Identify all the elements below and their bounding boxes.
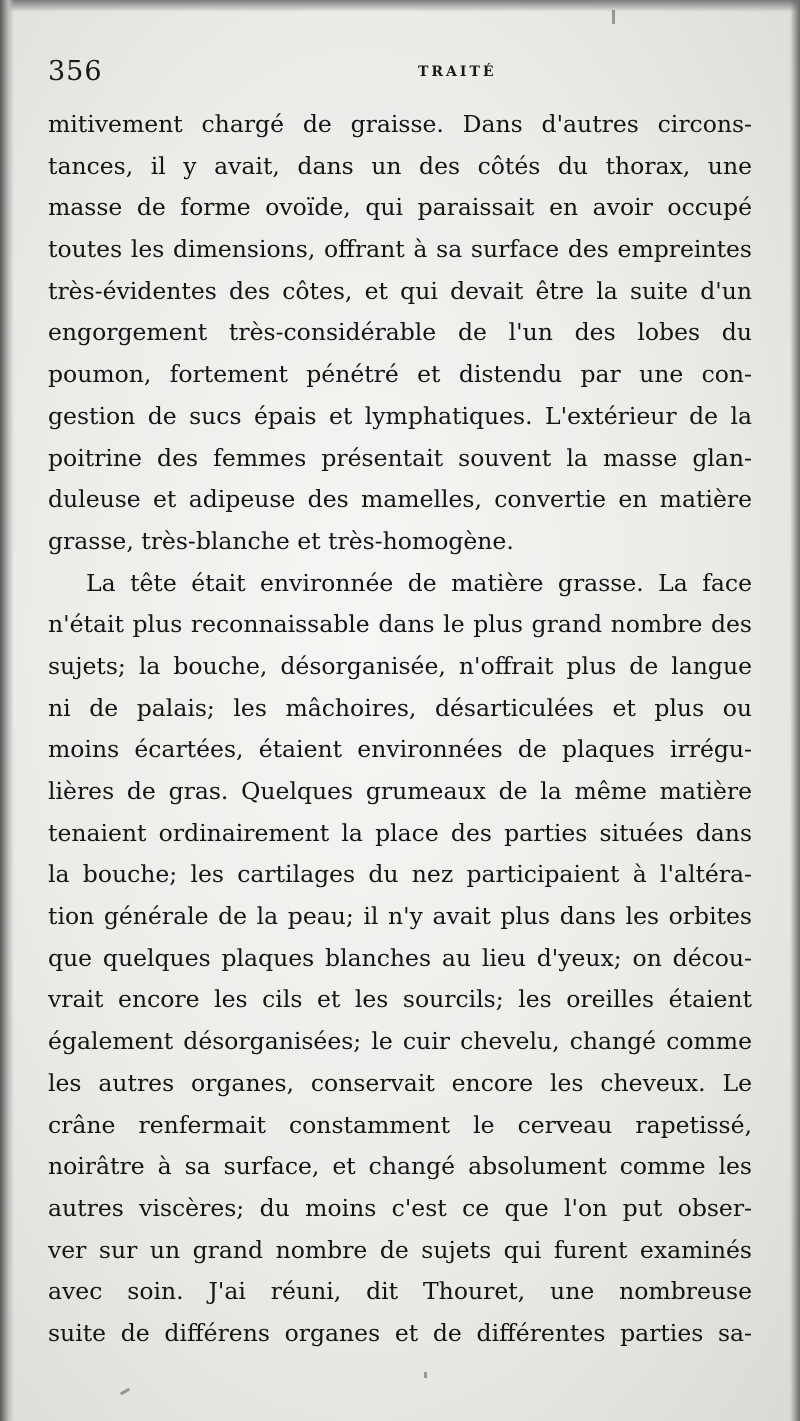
text-line: tion générale de la peau; il n'y avait plus dans les orbites <box>48 902 752 931</box>
text-line: poitrine des femmes présentait souvent la masse glan- <box>48 443 752 472</box>
text-line: poumon, fortement pénétré et distendu par une con- <box>48 360 752 389</box>
text-line: sujets; la bouche, désorganisée, n'offrait plus de langue <box>48 651 752 680</box>
text-line: masse de forme ovoïde, qui paraissait en avoir occupé <box>48 193 752 222</box>
page-top-shadow <box>0 0 800 12</box>
page-left-shadow <box>0 0 14 1421</box>
text-line: les autres organes, conservait encore les cheveux. Le <box>48 1068 752 1097</box>
ink-speck <box>424 1372 427 1378</box>
text-line: tances, il y avait, dans un des côtés du thorax, une <box>48 151 752 180</box>
text-line: grasse, très-blanche et très-homogène. <box>48 526 514 555</box>
text-line: crâne renfermait constamment le cerveau rapetissé, <box>48 1110 752 1139</box>
text-line: La tête était environnée de matière grasse. La face <box>86 568 752 597</box>
text-line: mitivement chargé de graisse. Dans d'autres circons- <box>48 110 752 138</box>
text-line: ni de palais; les mâchoires, désarticulées et plus ou <box>48 693 752 722</box>
text-line: que quelques plaques blanches au lieu d'yeux; on décou- <box>48 943 752 972</box>
text-line: moins écartées, étaient environnées de plaques irrégu- <box>48 735 752 764</box>
page-right-shadow <box>790 0 800 1421</box>
body-text <box>48 104 752 1355</box>
text-line: tenaient ordinairement la place des parties situées dans <box>48 818 752 847</box>
text-line: ver sur un grand nombre de sujets qui furent examinés <box>48 1235 752 1264</box>
text-line: également désorganisées; le cuir chevelu, changé comme <box>48 1027 752 1056</box>
text-line: toutes les dimensions, offrant à sa surface des empreintes <box>48 235 752 264</box>
text-line: engorgement très-considérable de l'un des lobes du <box>48 318 752 347</box>
ink-speck <box>120 1388 130 1396</box>
text-line: la bouche; les cartilages du nez participaient à l'altéra- <box>48 860 752 889</box>
running-title: TRAITÉ <box>418 64 497 80</box>
text-line: lières de gras. Quelques grumeaux de la même matière <box>48 777 752 805</box>
text-line: autres viscères; du moins c'est ce que l'on put obser- <box>48 1193 752 1222</box>
text-line: n'était plus reconnaissable dans le plus grand nombre des <box>48 610 752 639</box>
page-header <box>48 56 748 92</box>
text-line: vrait encore les cils et les sourcils; les oreilles étaient <box>48 985 752 1014</box>
text-line: gestion de sucs épais et lymphatiques. L'extérieur de la <box>48 401 752 430</box>
text-line: suite de différens organes et de différentes parties sa- <box>48 1318 752 1347</box>
ink-speck <box>612 10 615 24</box>
text-line: noirâtre à sa surface, et changé absolument comme les <box>48 1152 752 1181</box>
text-line: duleuse et adipeuse des mamelles, convertie en matière <box>48 485 752 514</box>
text-line: très-évidentes des côtes, et qui devait être la suite d'un <box>48 276 752 305</box>
text-line: avec soin. J'ai réuni, dit Thouret, une nombreuse <box>48 1277 752 1306</box>
page-number: 356 <box>48 56 103 87</box>
